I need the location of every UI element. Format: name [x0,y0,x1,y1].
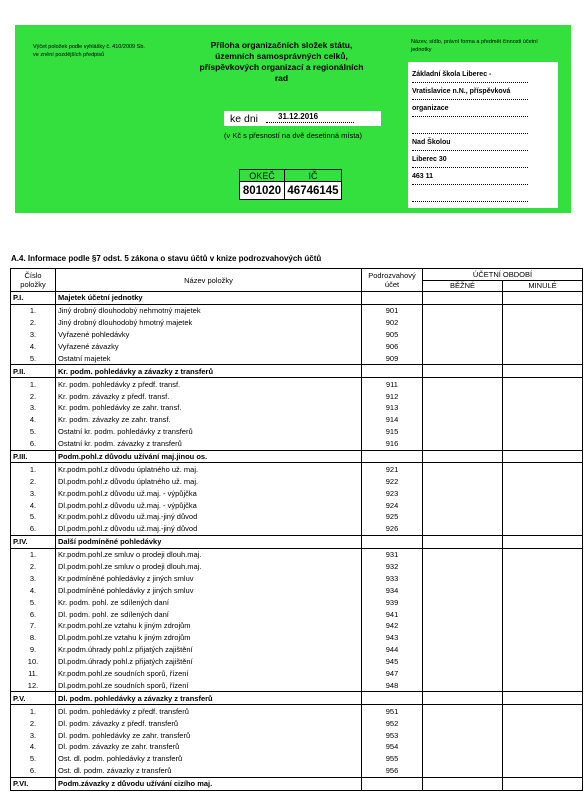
table-row [11,668,583,680]
current-period-value [423,390,503,402]
previous-period-value [503,680,583,692]
item-number: 4. [11,584,56,596]
item-name: Vyřazené pohledávky [56,329,362,341]
previous-period-value [503,499,583,511]
account-number: 909 [362,352,423,364]
item-name: Kr.podm.pohl.ze vztahu k jiným zdrojům [56,620,362,632]
current-period-value [423,561,503,573]
item-number: 10. [11,656,56,668]
current-period-value [423,352,503,364]
table-row [11,548,583,560]
account-number: 934 [362,584,423,596]
current-period-value [423,584,503,596]
table-row [11,352,583,364]
org-line: Liberec 30 [412,155,528,168]
account-number: 916 [362,438,423,450]
item-number: 2. [11,475,56,487]
item-name: Kr. podm. závazky ze zahr. transf. [56,414,362,426]
section-title: A.4. Informace podle §7 odst. 5 zákona o stavu účtů v knize podrozvahových účtů [11,254,322,263]
account-number: 933 [362,572,423,584]
item-name: Ost. dl. podm. závazky z transferů [56,765,362,777]
item-number: 6. [11,608,56,620]
account-number [362,292,423,305]
account-number: 956 [362,765,423,777]
table-row [11,741,583,753]
item-number: P.II. [11,365,56,378]
account-number: 947 [362,668,423,680]
previous-period-value [503,572,583,584]
item-name: Další podmíněné pohledávky [56,535,362,548]
table-row [11,487,583,499]
previous-period-value [503,523,583,535]
previous-period-value [503,705,583,717]
item-name: Jiný drobný dlouhodobý hmotný majetek [56,317,362,329]
account-number: 944 [362,644,423,656]
previous-period-value [503,548,583,560]
account-number [362,535,423,548]
account-number: 954 [362,741,423,753]
previous-period-value [503,317,583,329]
table-row [11,390,583,402]
item-number: 8. [11,632,56,644]
section-row [11,292,583,305]
table-row [11,414,583,426]
table-row [11,680,583,692]
item-name: Kr. podm. pohl. ze sdílených daní [56,596,362,608]
current-period-value [423,705,503,717]
account-number: 952 [362,717,423,729]
item-number: 6. [11,765,56,777]
previous-period-value [503,450,583,463]
current-period-value [423,523,503,535]
item-name: Kr.podm.úhrady pohl.z přijatých zajištění [56,644,362,656]
column-header-current: BĚŽNÉ [423,280,503,292]
current-period-value [423,753,503,765]
item-number: P.I. [11,292,56,305]
previous-period-value [503,304,583,316]
previous-period-value [503,632,583,644]
item-name: Dl. podm. pohledávky a závazky z transferů [56,692,362,705]
account-number: 932 [362,561,423,573]
current-period-value [423,499,503,511]
item-name: Dl. podm. pohledávky z předf. transferů [56,705,362,717]
item-name: Dl. podm. pohl. ze sdílených daní [56,608,362,620]
current-period-value [423,596,503,608]
previous-period-value [503,656,583,668]
account-number: 922 [362,475,423,487]
previous-period-value [503,729,583,741]
org-line [412,189,528,202]
ic-value: 46746145 [285,182,342,200]
item-number: 1. [11,463,56,475]
column-header-previous: MINULÉ [503,280,583,292]
ic-label: IČ [285,170,342,182]
date-box [224,111,381,126]
item-name: Podm.pohl.z důvodu užívání maj.jinou os. [56,450,362,463]
item-name: Kr.podm.pohl.ze smluv o prodeji dlouh.maj. [56,548,362,560]
section-row [11,777,583,790]
table-row [11,317,583,329]
previous-period-value [503,620,583,632]
table-row [11,463,583,475]
column-header-account: Podrozvahový účet [362,269,423,292]
previous-period-value [503,608,583,620]
item-number: 1. [11,548,56,560]
item-number: 2. [11,717,56,729]
off-balance-table [10,268,583,791]
account-number: 913 [362,402,423,414]
current-period-value [423,572,503,584]
document-title: Příloha organizačních složek státu, územních samosprávných celků, příspěvkových organizací a regionálních rad [199,40,364,83]
current-period-value [423,668,503,680]
previous-period-value [503,487,583,499]
org-line: organizace [412,104,528,117]
item-name: Kr. podm. pohledávky a závazky z transferů [56,365,362,378]
item-number: 5. [11,352,56,364]
current-period-value [423,463,503,475]
account-number [362,365,423,378]
table-row [11,426,583,438]
item-number: 12. [11,680,56,692]
item-number: 5. [11,426,56,438]
previous-period-value [503,561,583,573]
current-period-value [423,438,503,450]
item-number: 4. [11,341,56,353]
item-number: 11. [11,668,56,680]
item-number: 3. [11,729,56,741]
table-row [11,561,583,573]
item-number: 3. [11,572,56,584]
table-row [11,765,583,777]
org-line: Vratislavice n.N., příspěvková [412,87,528,100]
item-number: 7. [11,620,56,632]
account-number: 955 [362,753,423,765]
org-line: Základní škola Liberec - [412,70,528,83]
item-name: Dl. podm. závazky z předf. transferů [56,717,362,729]
table-row [11,608,583,620]
item-name: Dl.podm.pohl.z důvodu už.maj. - výpůjčka [56,499,362,511]
item-number: 1. [11,304,56,316]
table-row [11,402,583,414]
account-number: 924 [362,499,423,511]
account-number: 943 [362,632,423,644]
table-row [11,475,583,487]
table-row [11,729,583,741]
item-number: P.IV. [11,535,56,548]
previous-period-value [503,365,583,378]
table-row [11,656,583,668]
item-number: 5. [11,753,56,765]
item-number: 3. [11,402,56,414]
item-name: Podm.závazky z důvodu užívání cizího maj. [56,777,362,790]
table-row [11,596,583,608]
current-period-value [423,729,503,741]
previous-period-value [503,692,583,705]
account-number: 921 [362,463,423,475]
item-name: Kr.podm.pohl.z důvodu už.maj.-jiný důvod [56,511,362,523]
current-period-value [423,548,503,560]
account-number [362,692,423,705]
account-number: 945 [362,656,423,668]
item-name: Kr.podm.pohl.z důvodu úplatného už. maj. [56,463,362,475]
item-name: Kr. podm. pohledávky z předf. transf. [56,378,362,390]
section-row [11,692,583,705]
account-number: 951 [362,705,423,717]
org-line: Nad Školou [412,138,528,151]
item-number: P.VI. [11,777,56,790]
current-period-value [423,450,503,463]
account-number: 939 [362,596,423,608]
table-row [11,584,583,596]
current-period-value [423,632,503,644]
current-period-value [423,378,503,390]
item-name: Ostatní kr. podm. závazky z transferů [56,438,362,450]
item-name: Dl.podm.pohl.ze soudních sporů, řízení [56,680,362,692]
previous-period-value [503,378,583,390]
current-period-value [423,292,503,305]
account-number [362,450,423,463]
table-row [11,705,583,717]
account-number: 912 [362,390,423,402]
item-name: Dl. podm. pohledávky ze zahr. transferů [56,729,362,741]
okec-label: OKEČ [240,170,285,182]
currency-note: (v Kč s přesností na dvě desetinná místa) [224,131,362,140]
previous-period-value [503,511,583,523]
item-number: 6. [11,523,56,535]
previous-period-value [503,463,583,475]
item-name: Dl.podm.pohl.z důvodu už.maj.-jiný důvod [56,523,362,535]
previous-period-value [503,535,583,548]
table-row [11,341,583,353]
previous-period-value [503,753,583,765]
previous-period-value [503,777,583,790]
previous-period-value [503,402,583,414]
previous-period-value [503,390,583,402]
okec-value: 801020 [240,182,285,200]
current-period-value [423,414,503,426]
item-name: Kr.podm.pohl.ze soudních sporů, řízení [56,668,362,680]
section-row [11,535,583,548]
table-row [11,632,583,644]
table-row [11,523,583,535]
legal-basis-note: Výčet položek podle vyhlášky č. 410/2009 Sb. ve znění pozdějších předpisů [33,44,145,58]
org-line: 463 11 [412,172,528,185]
date-label: ke dni [230,113,259,125]
current-period-value [423,402,503,414]
account-number: 914 [362,414,423,426]
account-number: 902 [362,317,423,329]
previous-period-value [503,765,583,777]
previous-period-value [503,475,583,487]
organization-label: Název, sídlo, právní forma a předmět činnosti účetní jednotky [411,39,538,53]
item-number: 5. [11,596,56,608]
date-value: 31.12.2016 [278,112,319,121]
table-row [11,438,583,450]
account-number: 931 [362,548,423,560]
account-number: 925 [362,511,423,523]
item-number: 4. [11,499,56,511]
item-name: Dl.podm.pohl.ze smluv o prodeji dlouh.maj. [56,561,362,573]
previous-period-value [503,341,583,353]
item-number: 3. [11,487,56,499]
item-name: Ostatní majetek [56,352,362,364]
org-line [412,121,528,134]
current-period-value [423,329,503,341]
account-number: 905 [362,329,423,341]
item-number: 6. [11,438,56,450]
table-row [11,717,583,729]
previous-period-value [503,644,583,656]
current-period-value [423,511,503,523]
current-period-value [423,765,503,777]
account-number: 915 [362,426,423,438]
current-period-value [423,317,503,329]
current-period-value [423,741,503,753]
organization-box [408,62,558,208]
item-number: 5. [11,511,56,523]
item-number: P.III. [11,450,56,463]
account-number: 953 [362,729,423,741]
item-name: Dl.podm.úhrady pohl.z přijatých zajištění [56,656,362,668]
item-name: Ostatní kr. podm. pohledávky z transferů [56,426,362,438]
previous-period-value [503,584,583,596]
previous-period-value [503,668,583,680]
column-header-name: Název položky [56,269,362,292]
account-number: 911 [362,378,423,390]
table-body [11,292,583,791]
table-row [11,572,583,584]
current-period-value [423,717,503,729]
item-number: 1. [11,378,56,390]
column-header-period: ÚČETNÍ OBDOBÍ [423,269,583,281]
previous-period-value [503,352,583,364]
previous-period-value [503,292,583,305]
column-header-number: Číslo položky [11,269,56,292]
current-period-value [423,608,503,620]
previous-period-value [503,329,583,341]
account-number: 923 [362,487,423,499]
current-period-value [423,777,503,790]
item-number: 4. [11,741,56,753]
current-period-value [423,487,503,499]
table-row [11,329,583,341]
item-number: 9. [11,644,56,656]
current-period-value [423,692,503,705]
account-number: 901 [362,304,423,316]
item-number: 1. [11,705,56,717]
item-name: Dl.podmíněné pohledávky z jiných smluv [56,584,362,596]
item-name: Dl.podm.pohl.z důvodu úplatného už. maj. [56,475,362,487]
item-name: Jiný drobný dlouhodobý nehmotný majetek [56,304,362,316]
table-row [11,304,583,316]
account-number: 906 [362,341,423,353]
table-row [11,620,583,632]
item-number: 2. [11,561,56,573]
table-row [11,378,583,390]
current-period-value [423,426,503,438]
item-number: 2. [11,390,56,402]
current-period-value [423,341,503,353]
table-row [11,753,583,765]
account-number: 942 [362,620,423,632]
previous-period-value [503,741,583,753]
table-row [11,644,583,656]
previous-period-value [503,426,583,438]
current-period-value [423,535,503,548]
current-period-value [423,475,503,487]
current-period-value [423,620,503,632]
current-period-value [423,644,503,656]
current-period-value [423,656,503,668]
item-number: P.V. [11,692,56,705]
previous-period-value [503,717,583,729]
previous-period-value [503,438,583,450]
item-name: Kr.podm.pohl.z důvodu už.maj. - výpůjčka [56,487,362,499]
account-number: 926 [362,523,423,535]
item-number: 3. [11,329,56,341]
item-name: Ost. dl. podm. pohledávky z transferů [56,753,362,765]
section-row [11,450,583,463]
current-period-value [423,304,503,316]
item-number: 2. [11,317,56,329]
account-number: 948 [362,680,423,692]
item-name: Dl.podm.pohl.ze vztahu k jiným zdrojům [56,632,362,644]
item-name: Vyřazené závazky [56,341,362,353]
table-row [11,511,583,523]
previous-period-value [503,414,583,426]
item-name: Kr.podmíněné pohledávky z jiných smluv [56,572,362,584]
item-number: 4. [11,414,56,426]
item-name: Kr. podm. závazky z předf. transf. [56,390,362,402]
table-row [11,499,583,511]
item-name: Dl. podm. závazky ze zahr. transferů [56,741,362,753]
account-number: 941 [362,608,423,620]
current-period-value [423,365,503,378]
item-name: Majetek účetní jednotky [56,292,362,305]
identification-codes [239,169,342,200]
previous-period-value [503,596,583,608]
item-name: Kr. podm. pohledávky ze zahr. transf. [56,402,362,414]
current-period-value [423,680,503,692]
account-number [362,777,423,790]
section-row [11,365,583,378]
